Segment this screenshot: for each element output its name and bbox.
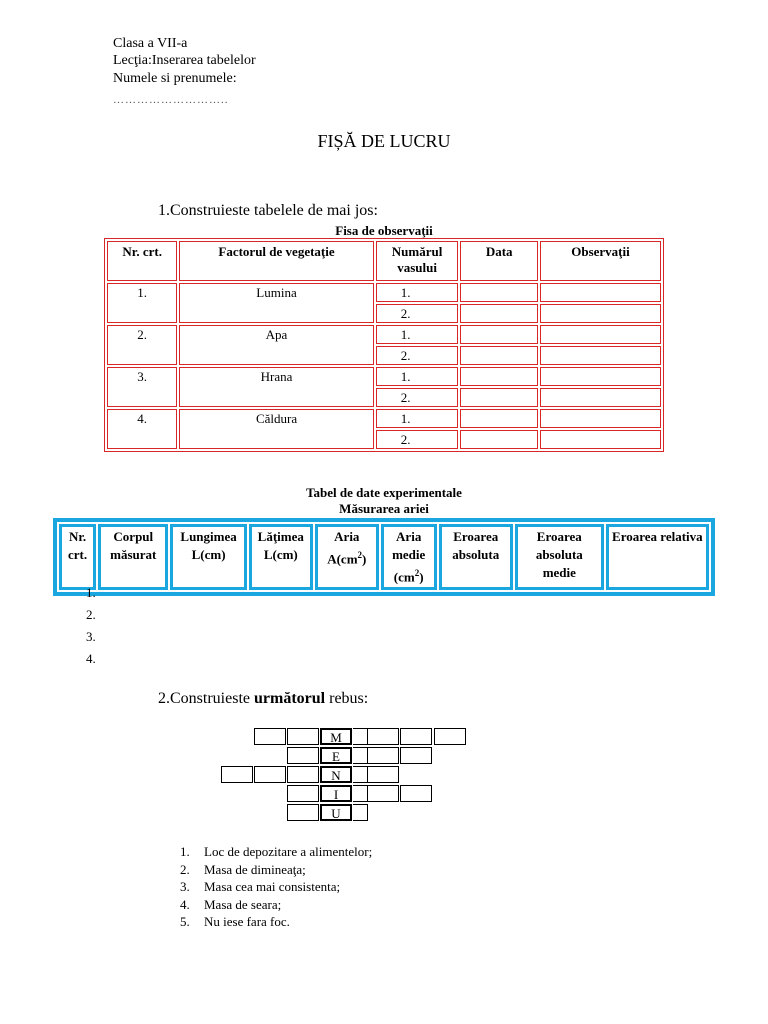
crossword-cell[interactable] bbox=[353, 785, 368, 802]
name-line: Numele si prenumele: bbox=[113, 71, 237, 86]
crossword-key-cell: M bbox=[320, 728, 352, 745]
factor-cell: Căldura bbox=[179, 409, 373, 449]
crossword-cell[interactable] bbox=[367, 785, 399, 802]
table-row bbox=[107, 367, 661, 386]
column-header bbox=[381, 524, 437, 590]
clue-item bbox=[180, 843, 372, 861]
clue-number: 4. bbox=[180, 896, 190, 912]
vase-number: 1. bbox=[376, 367, 459, 386]
name-blank: ……………………….. bbox=[113, 94, 229, 106]
vase-number: 2. bbox=[376, 346, 459, 365]
clue-item bbox=[180, 861, 372, 879]
factor-cell: Apa bbox=[179, 325, 373, 365]
table-header-row bbox=[59, 524, 709, 590]
crossword-clues bbox=[180, 843, 372, 931]
row-number: 3. bbox=[107, 367, 177, 407]
lesson-line: Lecţia:Inserarea tabelelor bbox=[113, 53, 256, 68]
clue-text: Masa cea mai consistenta; bbox=[204, 879, 341, 894]
page-title: FIȘĂ DE LUCRU bbox=[317, 131, 451, 151]
header-text: Aria medie (cm bbox=[392, 529, 426, 585]
crossword-cell[interactable] bbox=[254, 766, 286, 783]
column-header: Eroarea absoluta medie bbox=[515, 524, 604, 590]
clue-text: Nu iese fara foc. bbox=[204, 914, 290, 929]
clue-text: Masa de dimineaţa; bbox=[204, 861, 306, 877]
column-header: Data bbox=[460, 241, 538, 281]
observation-cell[interactable] bbox=[540, 409, 661, 428]
crossword-key-cell: E bbox=[320, 747, 352, 764]
date-cell[interactable] bbox=[460, 325, 538, 344]
observation-cell[interactable] bbox=[540, 283, 661, 302]
vase-number: 2. bbox=[376, 430, 459, 449]
header-text: ) bbox=[362, 551, 367, 567]
crossword-key-cell: N bbox=[320, 766, 352, 783]
row-number: 4. bbox=[107, 409, 177, 449]
instruction-text: rebus: bbox=[325, 690, 369, 707]
list-item: 2. bbox=[86, 607, 96, 622]
list-item: 3. bbox=[86, 629, 96, 644]
header-text: ) bbox=[419, 569, 424, 585]
table-row bbox=[107, 409, 661, 428]
column-header: Nr. crt. bbox=[107, 241, 177, 281]
clue-number: 1. bbox=[180, 844, 190, 859]
column-header: Lăţimea L(cm) bbox=[249, 524, 313, 590]
exercise2-instruction bbox=[158, 690, 368, 708]
column-header: Corpul măsurat bbox=[98, 524, 168, 590]
date-cell[interactable] bbox=[460, 409, 538, 428]
observations-table bbox=[104, 238, 664, 452]
observation-cell[interactable] bbox=[540, 388, 661, 407]
observation-cell[interactable] bbox=[540, 367, 661, 386]
crossword-cell[interactable] bbox=[221, 766, 253, 783]
row-number: 2. bbox=[107, 325, 177, 365]
class-line: Clasa a VII-a bbox=[113, 36, 188, 51]
clue-number: 5. bbox=[180, 914, 190, 929]
vase-number: 1. bbox=[376, 283, 459, 302]
vase-number: 2. bbox=[376, 304, 459, 323]
column-header: Eroarea relativa bbox=[606, 524, 709, 590]
crossword-cell[interactable] bbox=[353, 804, 368, 821]
list-item: 4. bbox=[86, 651, 96, 666]
crossword-cell[interactable] bbox=[353, 747, 368, 764]
clue-number: 2. bbox=[180, 861, 190, 877]
crossword-cell[interactable] bbox=[400, 728, 432, 745]
date-cell[interactable] bbox=[460, 304, 538, 323]
crossword-cell[interactable] bbox=[287, 728, 319, 745]
crossword-key-cell: I bbox=[320, 785, 352, 802]
exercise1-instruction: 1.Construieste tabelele de mai jos: bbox=[158, 202, 378, 219]
crossword-cell[interactable] bbox=[287, 766, 319, 783]
column-header: Eroarea absoluta bbox=[439, 524, 513, 590]
list-item: 1. bbox=[86, 585, 96, 600]
clue-item bbox=[180, 878, 372, 896]
crossword-cell[interactable] bbox=[367, 747, 399, 764]
date-cell[interactable] bbox=[460, 283, 538, 302]
table-header-row bbox=[107, 241, 661, 281]
instruction-text: 2.Construieste bbox=[158, 690, 254, 707]
crossword-cell[interactable] bbox=[254, 728, 286, 745]
crossword-key-cell: U bbox=[320, 804, 352, 821]
vase-number: 1. bbox=[376, 325, 459, 344]
column-header: Factorul de vegetaţie bbox=[179, 241, 373, 281]
factor-cell: Lumina bbox=[179, 283, 373, 323]
vase-number: 1. bbox=[376, 409, 459, 428]
crossword-cell[interactable] bbox=[287, 804, 319, 821]
observation-cell[interactable] bbox=[540, 304, 661, 323]
date-cell[interactable] bbox=[460, 388, 538, 407]
crossword-cell[interactable] bbox=[287, 747, 319, 764]
clue-text: Loc de depozitare a alimentelor; bbox=[204, 844, 373, 859]
observation-cell[interactable] bbox=[540, 325, 661, 344]
column-header bbox=[315, 524, 379, 590]
clue-number: 3. bbox=[180, 879, 190, 894]
table-row bbox=[107, 283, 661, 302]
vase-number: 2. bbox=[376, 388, 459, 407]
area-measurement-table bbox=[53, 518, 715, 596]
factor-cell: Hrana bbox=[179, 367, 373, 407]
date-cell[interactable] bbox=[460, 430, 538, 449]
crossword-cell[interactable] bbox=[287, 785, 319, 802]
table-row bbox=[107, 325, 661, 344]
row-number: 1. bbox=[107, 283, 177, 323]
clue-text: Masa de seara; bbox=[204, 896, 282, 912]
crossword-cell[interactable] bbox=[367, 728, 399, 745]
column-header: Observaţii bbox=[540, 241, 661, 281]
superscript: 2 bbox=[414, 568, 420, 578]
table2-subcaption: Măsurarea ariei bbox=[339, 501, 429, 516]
observation-cell[interactable] bbox=[540, 346, 661, 365]
clue-item bbox=[180, 896, 372, 914]
table2-caption: Tabel de date experimentale bbox=[306, 485, 462, 500]
header-text: Aria A(cm bbox=[327, 529, 360, 567]
observation-cell[interactable] bbox=[540, 430, 661, 449]
crossword-cell[interactable] bbox=[434, 728, 466, 745]
superscript: 2 bbox=[357, 550, 363, 560]
table1-caption: Fisa de observaţii bbox=[335, 223, 433, 238]
date-cell[interactable] bbox=[460, 346, 538, 365]
instruction-bold: următorul bbox=[254, 690, 326, 707]
crossword-cell[interactable] bbox=[353, 766, 368, 783]
crossword-cell[interactable] bbox=[400, 747, 432, 764]
crossword-cell[interactable] bbox=[367, 766, 399, 783]
column-header: Nr. crt. bbox=[59, 524, 96, 590]
crossword-cell[interactable] bbox=[353, 728, 368, 745]
date-cell[interactable] bbox=[460, 367, 538, 386]
column-header: Lungimea L(cm) bbox=[170, 524, 246, 590]
clue-item bbox=[180, 913, 372, 931]
crossword-cell[interactable] bbox=[400, 785, 432, 802]
column-header: Numărul vasului bbox=[376, 241, 459, 281]
